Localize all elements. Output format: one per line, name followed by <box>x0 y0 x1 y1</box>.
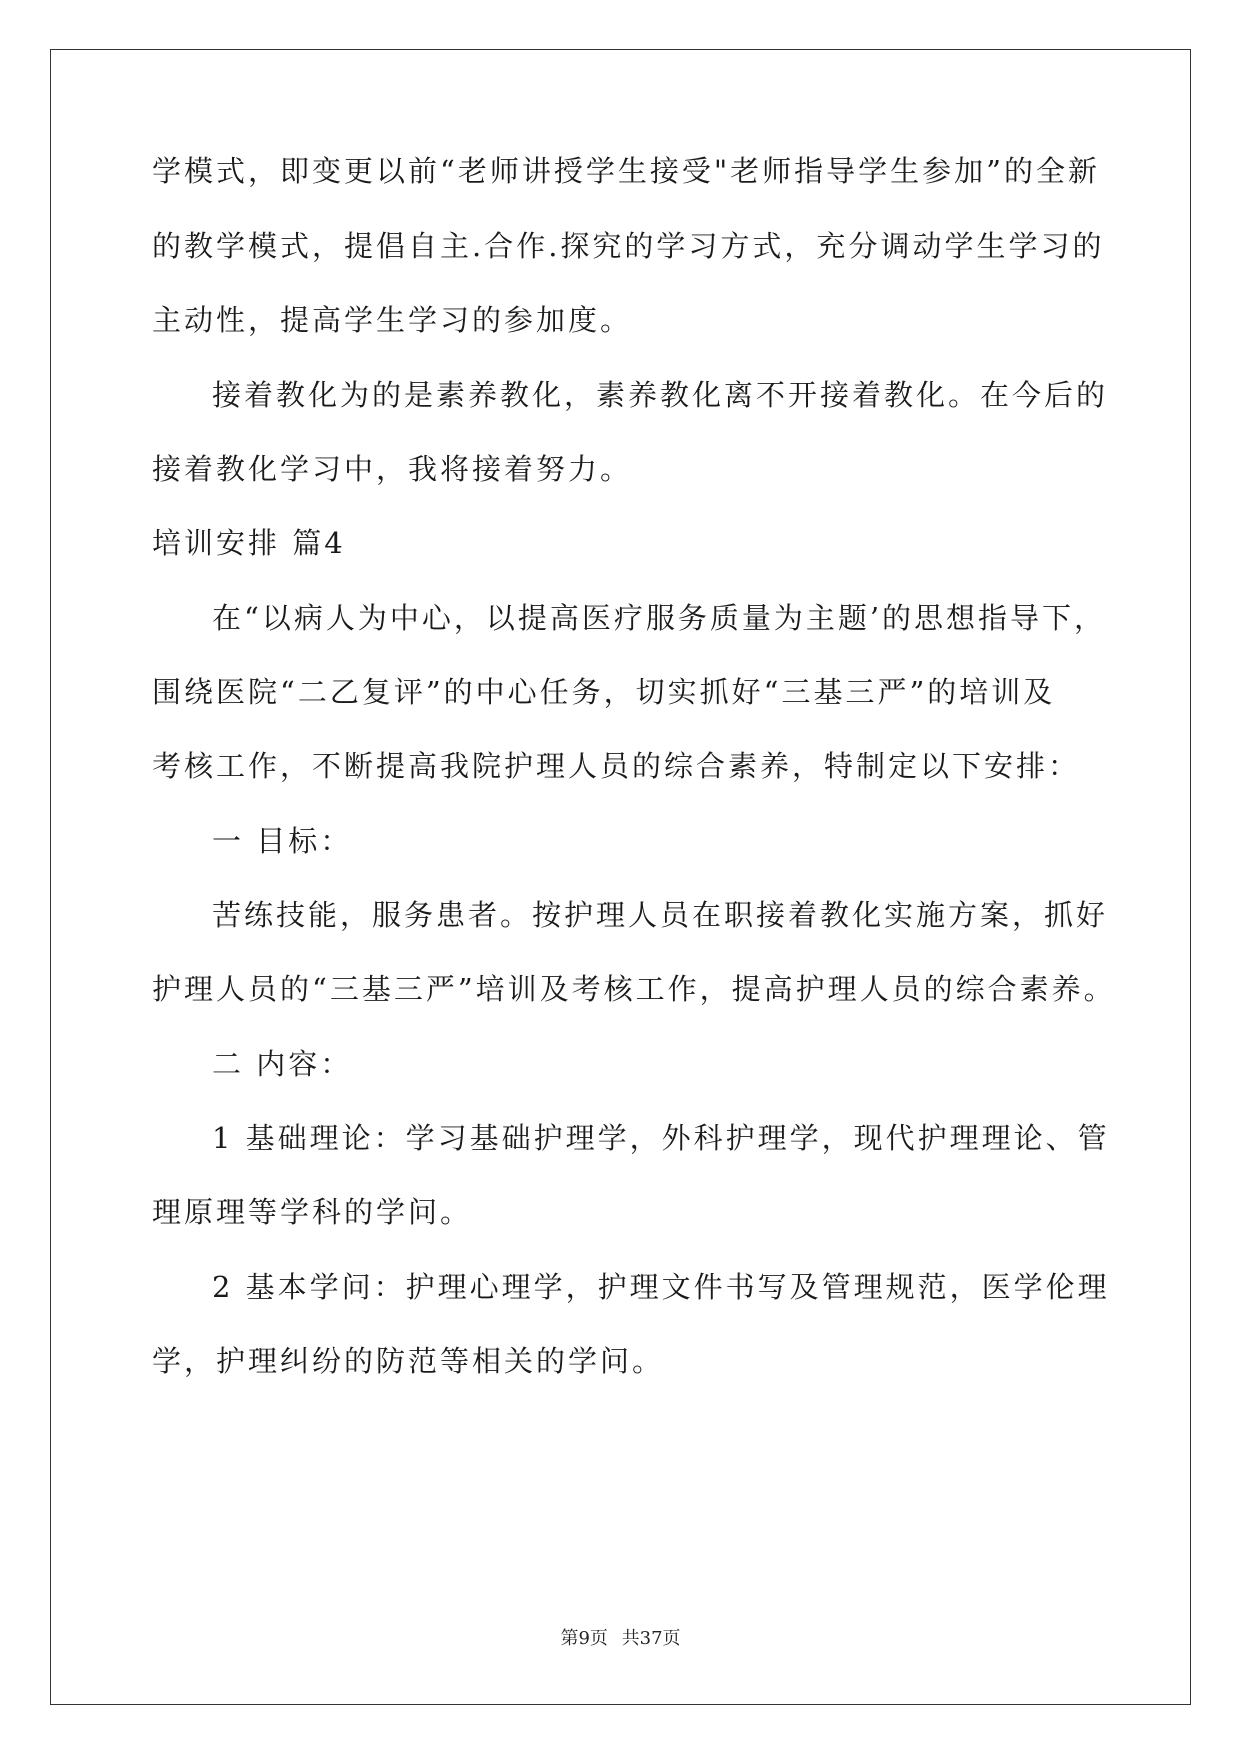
page-number: 第9页 <box>560 1628 608 1649</box>
body-line-2: 的教学模式，提倡自主.合作.探究的学习方式，充分调动学生学习的 <box>152 229 1105 263</box>
body-line-5: 接着教化学习中，我将接着努力。 <box>152 452 633 486</box>
body-line-9: 苦练技能，服务患者。按护理人员在职接着教化实施方案，抓好 <box>212 898 1109 932</box>
body-line-12: 理原理等学科的学问。 <box>152 1195 473 1229</box>
body-line-8: 考核工作，不断提高我院护理人员的综合素养，特制定以下安排： <box>152 749 1081 783</box>
body-line-11: 1 基础理论：学习基础护理学，外科护理学，现代护理理论、管 <box>212 1121 1110 1155</box>
subheading-content: 二 内容： <box>212 1047 353 1081</box>
page-border <box>50 49 1191 1705</box>
body-line-7: 围绕医院“二乙复评”的中心任务，切实抓好“三基三严”的培训及 <box>152 675 1056 709</box>
body-line-14: 学，护理纠纷的防范等相关的学问。 <box>152 1344 665 1378</box>
subheading-goal: 一 目标： <box>212 824 353 858</box>
page-footer <box>0 1624 1241 1650</box>
page-total: 共37页 <box>621 1628 681 1649</box>
body-line-4: 接着教化为的是素养教化，素养教化离不开接着教化。在今后的 <box>212 378 1109 412</box>
body-line-6: 在“以病人为中心，以提高医疗服务质量为主题’的思想指导下， <box>212 601 1107 635</box>
body-line-13: 2 基本学问：护理心理学，护理文件书写及管理规范，医学伦理 <box>212 1270 1110 1304</box>
body-line-1: 学模式，即变更以前“老师讲授学生接受"老师指导学生参加”的全新 <box>152 154 1100 188</box>
body-line-3: 主动性，提高学生学习的参加度。 <box>152 303 633 337</box>
section-heading: 培训安排 篇4 <box>152 526 346 560</box>
body-line-10: 护理人员的“三基三严”培训及考核工作，提高护理人员的综合素养。 <box>152 972 1116 1006</box>
